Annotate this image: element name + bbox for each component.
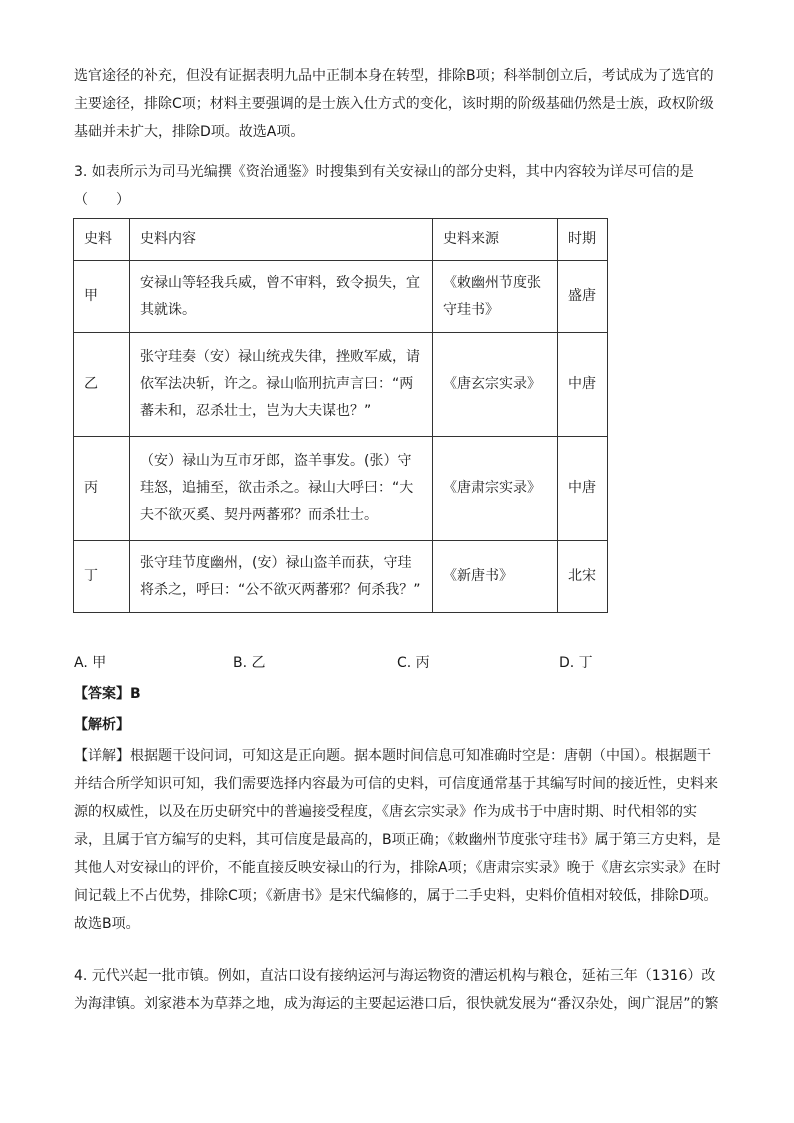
cell-period: 中唐	[558, 333, 608, 437]
option-d: D. 丁	[559, 655, 593, 671]
table-row	[74, 261, 608, 333]
table-header-row	[74, 219, 608, 261]
cell-origin: 《敕幽州节度张守珪书》	[433, 261, 558, 333]
cell-origin: 《新唐书》	[433, 541, 558, 613]
analysis-label: 【解析】	[74, 717, 130, 733]
header-period: 时期	[558, 219, 608, 261]
cell-period: 中唐	[558, 437, 608, 541]
cell-origin: 《唐肃宗实录》	[433, 437, 558, 541]
cell-source: 甲	[74, 261, 130, 333]
option-c: C. 丙	[397, 655, 430, 671]
cell-source: 乙	[74, 333, 130, 437]
cell-period: 北宋	[558, 541, 608, 613]
cell-source: 丙	[74, 437, 130, 541]
cell-period: 盛唐	[558, 261, 608, 333]
table-row	[74, 437, 608, 541]
source-table	[73, 218, 608, 613]
cell-content: 安禄山等轻我兵威，曾不审料，致令损失，宜其就诛。	[130, 261, 433, 333]
option-a: A. 甲	[74, 655, 107, 671]
question-4-stem: 4. 元代兴起一批市镇。例如，直沽口设有接纳运河与海运物资的漕运机构与粮仓，延祐三年（1316）改为海津镇。刘家港本为草莽之地，成为海运的主要起运港口后，很快就发展为“番汉杂处，闽广混居”的繁	[74, 968, 719, 1012]
detailed-explanation: 【详解】根据题干设问词，可知这是正向题。据本题时间信息可知准确时空是：唐朝（中国）。根据题干并结合所学知识可知，我们需要选择内容最为可信的史料，可信度通常基于其编写时间的接近性，史料来源的权威性，以及在历史研究中的普遍接受程度，《唐玄宗实录》作为成书于中唐时期、时代相邻的实录，且属于官方编写的史料，其可信度是最高的，B项正确；《敕幽州节度张守珪书》属于第三方史料，是其他人对安禄山的评价，不能直接反映安禄山的行为，排除A项；《唐肃宗实录》晚于《唐玄宗实录》在时间记载上不占优势，排除C项；《新唐书》是宋代编修的，属于二手史料，史料价值相对较低，排除D项。故选B项。	[74, 748, 721, 932]
cell-source: 丁	[74, 541, 130, 613]
table-row	[74, 541, 608, 613]
header-source: 史料	[74, 219, 130, 261]
cell-origin: 《唐玄宗实录》	[433, 333, 558, 437]
header-origin: 史料来源	[433, 219, 558, 261]
answer-options	[74, 649, 722, 677]
cell-content: 张守珪奏（安）禄山统戎失律，挫败军威，请依军法决斩，许之。禄山临刑抗声言曰：“两蕃未和，忍杀壮士，岂为大夫谋也？”	[130, 333, 433, 437]
cell-content: （安）禄山为互市牙郎，盗羊事发。(张）守珪怒，追捕至，欲击杀之。禄山大呼曰：“大夫不欲灭奚、契丹两蕃邪？而杀壮士。	[130, 437, 433, 541]
question-3-stem: 3. 如表所示为司马光编撰《资治通鉴》时搜集到有关安禄山的部分史料，其中内容较为详尽可信的是（ ）	[74, 164, 694, 208]
previous-explanation: 选官途径的补充，但没有证据表明九品中正制本身在转型，排除B项；科举制创立后，考试成为了选官的主要途径，排除C项；材料主要强调的是士族入仕方式的变化，该时期的阶级基础仍然是士族，政权阶级基础并未扩大，排除D项。故选A项。	[74, 68, 714, 140]
table-row	[74, 333, 608, 437]
answer-label: 【答案】B	[74, 686, 141, 702]
option-b: B. 乙	[233, 655, 266, 671]
cell-content: 张守珪节度幽州，(安）禄山盗羊而获，守珪将杀之，呼曰：“公不欲灭两蕃邪？何杀我？”	[130, 541, 433, 613]
header-content: 史料内容	[130, 219, 433, 261]
